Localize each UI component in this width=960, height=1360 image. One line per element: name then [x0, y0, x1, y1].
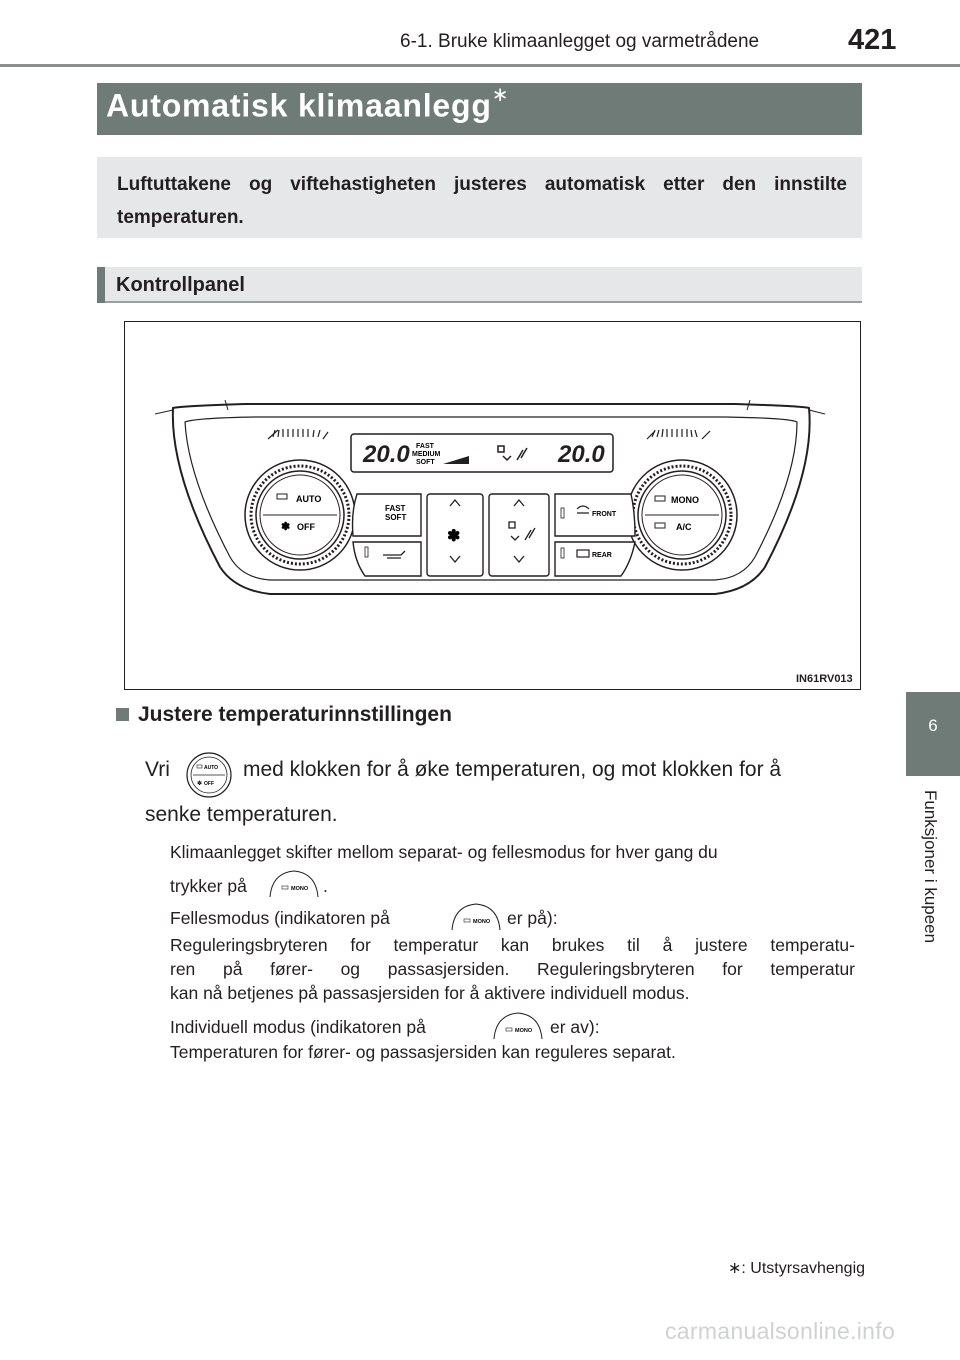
page-title-text: Automatisk klimaanlegg [106, 87, 492, 124]
para3-heading-end: er på): [507, 908, 558, 928]
page-number: 421 [848, 24, 897, 56]
para4-heading-end: er av): [550, 1017, 600, 1037]
equipment-marker: ∗ [491, 84, 510, 106]
para3-body [170, 933, 855, 1005]
svg-text:✽: ✽ [197, 781, 203, 787]
temperature-knob-icon [185, 745, 233, 805]
display-fast-label: FAST [416, 443, 434, 450]
para1-line1-end: med klokken for å øke temperaturen, og mot klokken for å [243, 758, 782, 781]
right-temperature-knob [627, 460, 737, 570]
knob-icon-off-label: OFF [204, 781, 214, 787]
para2-line2-end: . [323, 876, 328, 896]
mono-button-icon-2 [450, 902, 502, 932]
airflow-button [489, 494, 549, 576]
para3-body-line: Reguleringsbryteren for temperatur kan brukes til å justere temperatu- [170, 935, 855, 955]
header-section-title: 6-1. Bruke klimaanlegget og varmetrådene [400, 31, 760, 52]
knob-mono-label: MONO [671, 495, 699, 505]
header-rule [0, 64, 960, 67]
footnote-marker: ∗ [728, 1260, 742, 1277]
button-front-label: FRONT [592, 511, 617, 518]
para3-body-line: ren på fører- og passasjersiden. Reguleringsbryteren for temperatur [170, 959, 855, 979]
para1-line1-start: Vri [145, 758, 170, 781]
mono-icon-label-3: MONO [515, 1028, 533, 1034]
para4-heading-start: Individuell modus (indikatoren på [170, 1017, 426, 1037]
display-medium-label: MEDIUM [412, 451, 441, 458]
section-heading [116, 703, 452, 727]
para2-line1: Klimaanlegget skifter mellom separat- og fellesmodus for hver gang du [170, 842, 718, 862]
left-temperature-knob [245, 460, 355, 570]
chapter-number: 6 [928, 716, 938, 735]
climate-control-panel-illustration [125, 322, 860, 689]
knob-off-label: OFF [297, 522, 315, 532]
fan-icon: ✽ [447, 528, 461, 545]
para2-line2-start: trykker på [170, 876, 247, 896]
display-soft-label: SOFT [416, 459, 435, 466]
para1-line2: senke temperaturen. [145, 803, 338, 826]
mono-button-icon [268, 869, 320, 899]
knob-icon-auto-label: AUTO [204, 765, 219, 771]
button-rear-label: REAR [592, 552, 612, 559]
para3-body-line: kan nå betjenes på passasjersiden for å aktivere individuell modus. [170, 983, 690, 1003]
intro-text: Luftuttakene og viftehastigheten justeres automatisk etter den innstilte temperaturen. [117, 174, 847, 228]
footnote [728, 1258, 865, 1278]
knob-ac-label: A/C [676, 522, 692, 532]
subsection-title: Kontrollpanel [116, 274, 245, 296]
rear-defrost-button [555, 542, 635, 576]
watermark: carmanualsonline.info [665, 1318, 896, 1344]
button-fast-label: FAST [385, 504, 406, 513]
recirculation-button [353, 542, 421, 576]
mono-icon-label-1: MONO [291, 886, 309, 892]
knob-auto-label: AUTO [296, 494, 322, 504]
chapter-label [908, 790, 958, 980]
bullet-square-icon [116, 708, 129, 721]
footnote-text: : Utstyrsavhengig [741, 1260, 866, 1277]
mono-icon-label-2: MONO [473, 919, 491, 925]
section-heading-text: Justere temperaturinnstillingen [138, 703, 452, 726]
mono-button-icon-3 [492, 1011, 544, 1041]
display-left-temp: 20.0 [363, 441, 410, 468]
para3-heading-start: Fellesmodus (indikatoren på [170, 908, 390, 928]
page-title [106, 86, 509, 125]
chapter-label-text: Funksjoner i kupeen [921, 790, 940, 944]
display-right-temp: 20.0 [558, 441, 605, 468]
svg-text:✽: ✽ [281, 521, 291, 533]
figure-id: IN61RV013 [796, 673, 853, 685]
button-soft-label: SOFT [385, 513, 407, 522]
subsection-marker [97, 267, 105, 303]
para4-body: Temperaturen for fører- og passasjersiden kan reguleres separat. [170, 1042, 676, 1062]
